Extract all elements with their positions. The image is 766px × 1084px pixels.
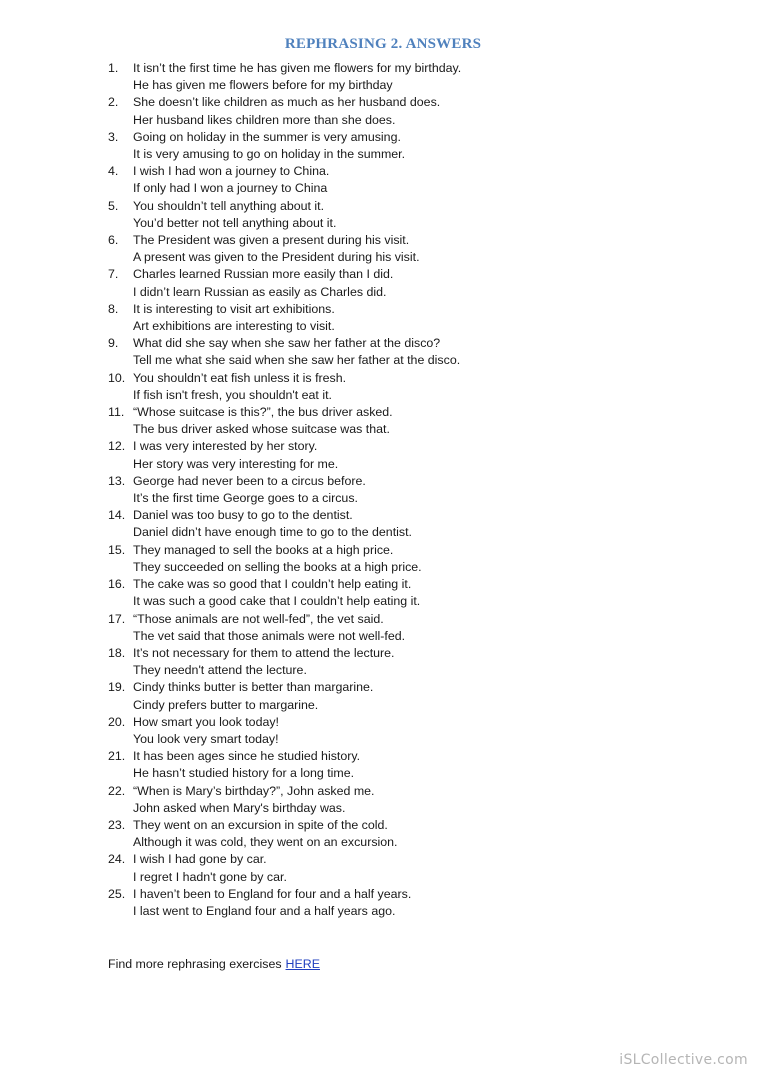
answer-sentence: It’s the first time George goes to a circus. <box>133 491 358 506</box>
item-sentences <box>133 60 628 94</box>
original-sentence: Going on holiday in the summer is very amusing. <box>133 129 401 144</box>
item-number: 5. <box>108 198 119 213</box>
list-item <box>108 94 628 128</box>
list-item <box>108 611 628 645</box>
list-item <box>108 198 628 232</box>
answer-sentence: Daniel didn’t have enough time to go to the dentist. <box>133 525 412 540</box>
list-item <box>108 129 628 163</box>
answer-sentence: I last went to England four and a half years ago. <box>133 903 396 918</box>
list-item <box>108 886 628 920</box>
answer-sentence: I regret I hadn't gone by car. <box>133 869 287 884</box>
answer-sentence: You’d better not tell anything about it. <box>133 215 337 230</box>
original-sentence: You shouldn’t tell anything about it. <box>133 198 325 213</box>
original-sentence: What did she say when she saw her father at the disco? <box>133 336 441 351</box>
original-sentence: It is interesting to visit art exhibitions. <box>133 301 335 316</box>
list-item <box>108 232 628 266</box>
original-sentence: I was very interested by her story. <box>133 439 318 454</box>
original-sentence: You shouldn’t eat fish unless it is fresh. <box>133 370 347 385</box>
answer-sentence: It is very amusing to go on holiday in the summer. <box>133 147 406 162</box>
answer-sentence: The vet said that those animals were not well-fed. <box>133 628 406 643</box>
item-number: 14. <box>108 508 126 523</box>
answer-sentence: They succeeded on selling the books at a high price. <box>133 559 422 574</box>
item-number: 20. <box>108 714 126 729</box>
answer-sentence: Although it was cold, they went on an excursion. <box>133 835 398 850</box>
item-number: 21. <box>108 749 126 764</box>
watermark-logo: iSLCollective.com <box>619 1052 748 1068</box>
original-sentence: The President was given a present during his visit. <box>133 233 410 248</box>
answer-sentence: Her husband likes children more than she does. <box>133 112 396 127</box>
item-number: 4. <box>108 164 119 179</box>
original-sentence: I wish I had won a journey to China. <box>133 164 330 179</box>
item-sentences <box>133 542 628 576</box>
item-number: 25. <box>108 886 126 901</box>
item-number: 11. <box>108 405 125 420</box>
original-sentence: It’s not necessary for them to attend the lecture. <box>133 645 395 660</box>
item-sentences <box>133 817 628 851</box>
answer-sentence: They needn't attend the lecture. <box>133 663 307 678</box>
item-sentences <box>133 645 628 679</box>
item-number: 6. <box>108 233 119 248</box>
list-item <box>108 507 628 541</box>
original-sentence: Daniel was too busy to go to the dentist. <box>133 508 353 523</box>
list-item <box>108 679 628 713</box>
page-title: REPHRASING 2. ANSWERS <box>284 36 482 52</box>
answer-sentence: If only had I won a journey to China <box>133 181 328 196</box>
list-item <box>108 542 628 576</box>
original-sentence: They managed to sell the books at a high price. <box>133 542 394 557</box>
original-sentence: It has been ages since he studied history. <box>133 749 361 764</box>
original-sentence: “Those animals are not well-fed”, the vet said. <box>133 611 384 626</box>
item-number: 9. <box>108 336 119 351</box>
footer-text: Find more rephrasing exercises <box>108 957 282 971</box>
original-sentence: I wish I had gone by car. <box>133 852 267 867</box>
list-item <box>108 335 628 369</box>
here-link[interactable]: HERE <box>285 957 320 971</box>
original-sentence: Cindy thinks butter is better than margarine. <box>133 680 374 695</box>
item-sentences <box>133 301 628 335</box>
item-number: 19. <box>108 680 126 695</box>
answer-sentence: John asked when Mary's birthday was. <box>133 800 346 815</box>
list-item <box>108 748 628 782</box>
item-number: 12. <box>108 439 126 454</box>
item-number: 8. <box>108 301 119 316</box>
original-sentence: “When is Mary’s birthday?”, John asked me. <box>133 783 375 798</box>
list-item <box>108 60 628 94</box>
original-sentence: She doesn’t like children as much as her husband does. <box>133 95 441 110</box>
list-item <box>108 576 628 610</box>
answer-sentence: The bus driver asked whose suitcase was that. <box>133 422 390 437</box>
item-sentences <box>133 163 628 197</box>
list-item <box>108 817 628 851</box>
item-number: 13. <box>108 473 126 488</box>
original-sentence: “Whose suitcase is this?”, the bus driver asked. <box>133 405 393 420</box>
original-sentence: It isn’t the first time he has given me flowers for my birthday. <box>133 61 462 75</box>
item-number: 22. <box>108 783 126 798</box>
list-item <box>108 714 628 748</box>
answer-sentence: He has given me flowers before for my birthday <box>133 78 393 93</box>
item-sentences <box>133 232 628 266</box>
item-sentences <box>133 714 628 748</box>
list-item <box>108 783 628 817</box>
answer-sentence: A present was given to the President during his visit. <box>133 250 420 265</box>
answer-sentence: It was such a good cake that I couldn’t help eating it. <box>133 594 421 609</box>
item-sentences <box>133 783 628 817</box>
item-number: 18. <box>108 645 126 660</box>
list-item <box>108 163 628 197</box>
answer-list <box>108 60 628 920</box>
original-sentence: George had never been to a circus before. <box>133 473 366 488</box>
item-number: 16. <box>108 577 126 592</box>
item-sentences <box>133 886 628 920</box>
item-number: 2. <box>108 95 119 110</box>
item-number: 3. <box>108 129 119 144</box>
item-sentences <box>133 370 628 404</box>
item-sentences <box>133 507 628 541</box>
list-item <box>108 266 628 300</box>
item-sentences <box>133 851 628 885</box>
list-item <box>108 645 628 679</box>
list-item <box>108 301 628 335</box>
item-sentences <box>133 438 628 472</box>
item-number: 7. <box>108 267 119 282</box>
item-number: 10. <box>108 370 126 385</box>
item-number: 1. <box>108 61 119 75</box>
list-item <box>108 473 628 507</box>
item-sentences <box>133 404 628 438</box>
original-sentence: Charles learned Russian more easily than I did. <box>133 267 394 282</box>
answer-sentence: You look very smart today! <box>133 731 279 746</box>
item-sentences <box>133 679 628 713</box>
list-item <box>108 438 628 472</box>
item-sentences <box>133 266 628 300</box>
answer-sentence: If fish isn't fresh, you shouldn't eat it. <box>133 387 332 402</box>
original-sentence: How smart you look today! <box>133 714 279 729</box>
item-number: 17. <box>108 611 126 626</box>
answer-sentence: Art exhibitions are interesting to visit. <box>133 319 335 334</box>
list-item <box>108 370 628 404</box>
answer-sentence: I didn’t learn Russian as easily as Charles did. <box>133 284 387 299</box>
answer-sentence: Tell me what she said when she saw her father at the disco. <box>133 353 461 368</box>
item-number: 15. <box>108 542 126 557</box>
item-sentences <box>133 198 628 232</box>
item-sentences <box>133 335 628 369</box>
answer-sentence: Cindy prefers butter to margarine. <box>133 697 319 712</box>
item-sentences <box>133 576 628 610</box>
item-sentences <box>133 748 628 782</box>
original-sentence: I haven’t been to England for four and a half years. <box>133 886 412 901</box>
footer <box>108 956 320 973</box>
list-item <box>108 851 628 885</box>
item-sentences <box>133 611 628 645</box>
item-number: 24. <box>108 852 126 867</box>
answer-sentence: He hasn’t studied history for a long time. <box>133 766 355 781</box>
original-sentence: They went on an excursion in spite of the cold. <box>133 817 388 832</box>
original-sentence: The cake was so good that I couldn’t help eating it. <box>133 577 412 592</box>
item-sentences <box>133 94 628 128</box>
item-number: 23. <box>108 817 126 832</box>
answer-sentence: Her story was very interesting for me. <box>133 456 339 471</box>
item-sentences <box>133 473 628 507</box>
list-item <box>108 404 628 438</box>
item-sentences <box>133 129 628 163</box>
